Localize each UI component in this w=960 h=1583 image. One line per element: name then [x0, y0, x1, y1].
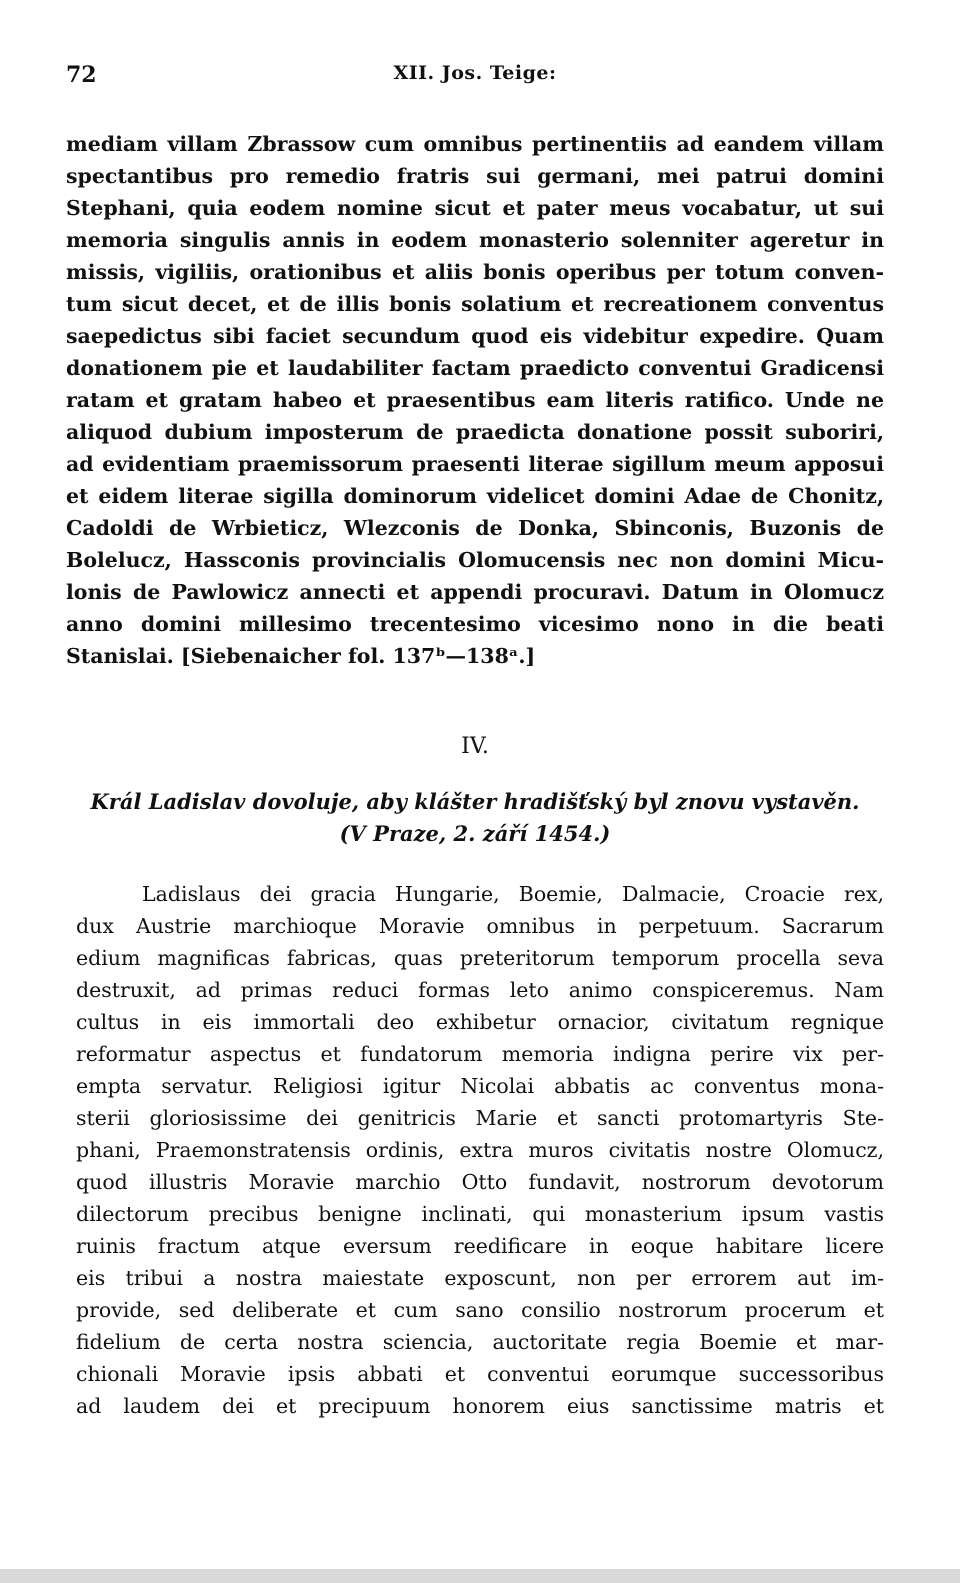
text-line: destruxit, ad primas reduci formas leto animo conspiceremus. Nam — [76, 978, 884, 1002]
text-line: chionali Moravie ipsis abbati et conventui eorumque successoribus — [76, 1362, 884, 1386]
text-line: phani, Praemonstratensis ordinis, extra muros civitatis nostre Olomucz, — [76, 1138, 884, 1162]
text-line: spectantibus pro remedio fratris sui germani, mei patrui domini — [66, 164, 884, 188]
text-line: et eidem literae sigilla dominorum videlicet domini Adae de Chonitz, — [66, 484, 884, 508]
text-line: Ladislaus dei gracia Hungarie, Boemie, Dalmacie, Croacie rex, — [142, 882, 884, 906]
text-line: Stanislai. [Siebenaicher fol. 137ᵇ—138ᵃ.] — [66, 644, 536, 668]
text-line: cultus in eis immortali deo exhibetur ornacior, civitatum regnique — [76, 1010, 884, 1034]
text-line: reformatur aspectus et fundatorum memoria indigna perire vix per- — [76, 1042, 884, 1066]
text-line: ruinis fractum atque eversum reedificare in eoque habitare licere — [76, 1234, 884, 1258]
section-heading: Král Ladislav dovoluje, aby klášter hradišťský byl znovu vystavěn. — [90, 789, 860, 814]
text-line: ratam et gratam habeo et praesentibus eam literis ratifico. Unde ne — [66, 388, 884, 412]
text-line: ad evidentiam praemissorum praesenti literae sigillum meum apposui — [66, 452, 884, 476]
text-line: anno domini millesimo trecentesimo vicesimo nono in die beati — [66, 612, 884, 636]
text-line: empta servatur. Religiosi igitur Nicolai abbatis ac conventus mona- — [76, 1074, 884, 1098]
text-line: dux Austrie marchioque Moravie omnibus in perpetuum. Sacrarum — [76, 914, 884, 938]
section-date: (V Praze, 2. září 1454.) — [339, 821, 611, 846]
text-line: fidelium de certa nostra sciencia, auctoritate regia Boemie et mar- — [76, 1330, 884, 1354]
text-line: Bolelucz, Hassconis provincialis Olomucensis nec non domini Micu- — [66, 548, 884, 572]
text-line: lonis de Pawlowicz annecti et appendi procuravi. Datum in Olomucz — [66, 580, 884, 604]
text-line: missis, vigiliis, orationibus et aliis bonis operibus per totum conven- — [66, 260, 884, 284]
section-number: IV. — [461, 734, 489, 759]
running-head: XII. Jos. Teige: — [393, 62, 557, 84]
text-line: Cadoldi de Wrbieticz, Wlezconis de Donka, Sbinconis, Buzonis de — [66, 516, 884, 540]
page-header — [66, 62, 884, 92]
text-line: ad laudem dei et precipuum honorem eius sanctissime matris et — [76, 1394, 884, 1418]
text-line: tum sicut decet, et de illis bonis solatium et recreationem conventus — [66, 292, 884, 316]
text-line: aliquod dubium imposterum de praedicta donatione possit suboriri, — [66, 420, 884, 444]
scan-edge — [0, 1569, 960, 1583]
text-line: eis tribui a nostra maiestate exposcunt, non per errorem aut im- — [76, 1266, 884, 1290]
text-line: saepedictus sibi faciet secundum quod eis videbitur expedire. Quam — [66, 324, 884, 348]
text-line: donationem pie et laudabiliter factam praedicto conventui Gradicensi — [66, 356, 884, 380]
text-line: Stephani, quia eodem nomine sicut et pater meus vocabatur, ut sui — [66, 196, 884, 220]
text-line: dilectorum precibus benigne inclinati, qui monasterium ipsum vastis — [76, 1202, 884, 1226]
text-line: sterii gloriosissime dei genitricis Marie et sancti protomartyris Ste- — [76, 1106, 884, 1130]
text-line: provide, sed deliberate et cum sano consilio nostrorum procerum et — [76, 1298, 884, 1322]
text-line: quod illustris Moravie marchio Otto fundavit, nostrorum devotorum — [76, 1170, 884, 1194]
page-number: 72 — [66, 62, 97, 88]
text-line: edium magnificas fabricas, quas preteritorum temporum procella seva — [76, 946, 884, 970]
text-line: mediam villam Zbrassow cum omnibus pertinentiis ad eandem villam — [66, 132, 884, 156]
text-line: memoria singulis annis in eodem monasterio solenniter ageretur in — [66, 228, 884, 252]
